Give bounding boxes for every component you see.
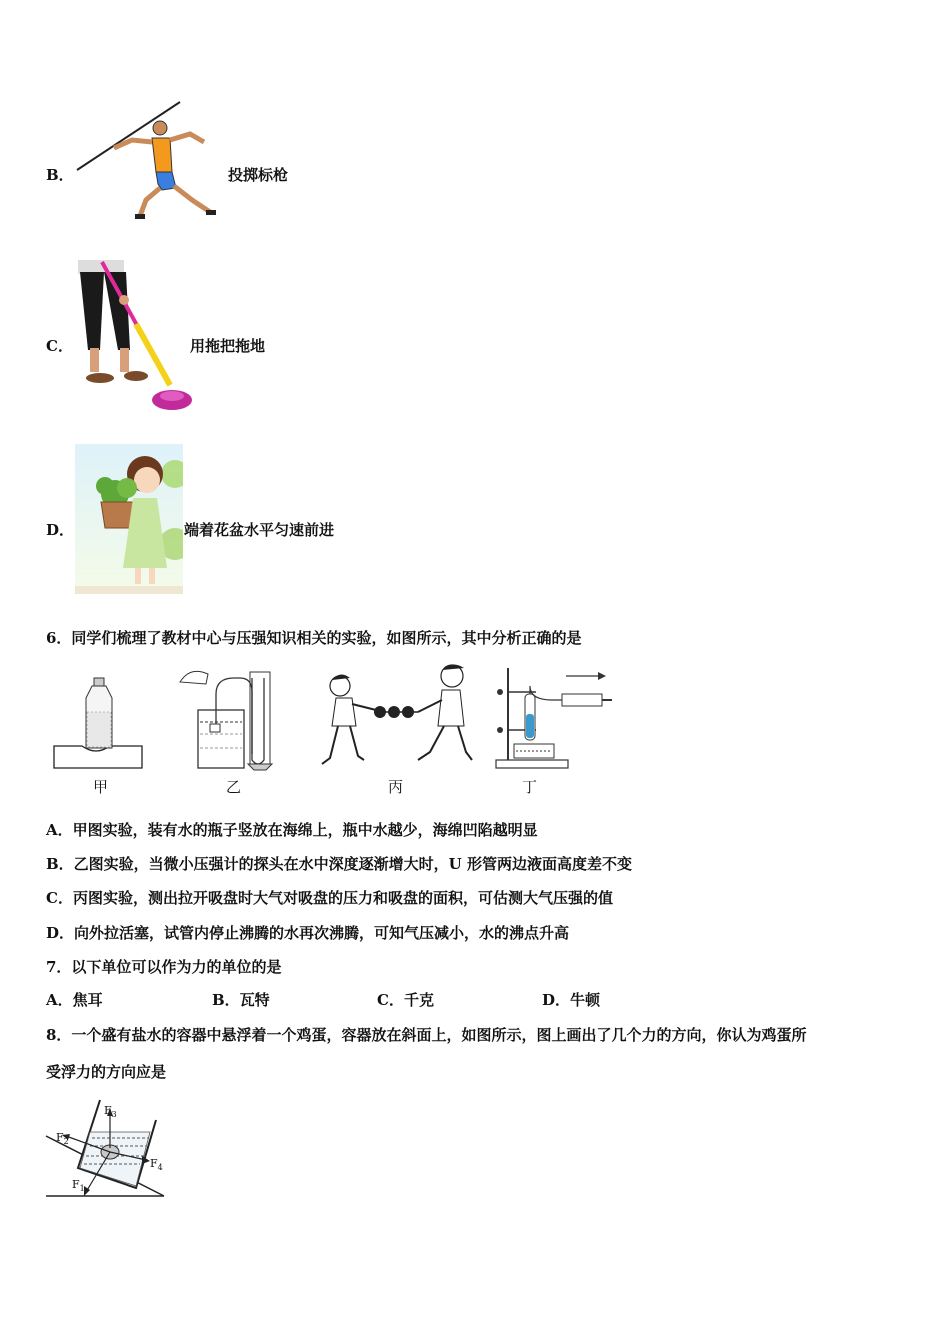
q6-option-c: C．丙图实验，测出拉开吸盘时大气对吸盘的压力和吸盘的面积，可估测大气压强的值 (46, 889, 613, 907)
q6-option-b: B．乙图实验，当微小压强计的探头在水中深度逐渐增大时，U 形管两边液面高度差不变 (46, 855, 632, 873)
q6-figure-ding (492, 664, 618, 772)
q6-option-a: A．甲图实验，装有水的瓶子竖放在海绵上，瓶中水越少，海绵凹陷越明显 (46, 821, 538, 839)
question-6-stem: 6．同学们梳理了教材中心与压强知识相关的实验，如图所示，其中分析正确的是 (46, 629, 582, 647)
option-b-letter: B． (46, 166, 74, 184)
option-d-letter: D． (46, 521, 75, 539)
question-7-stem: 7．以下单位可以作为力的单位的是 (46, 958, 282, 976)
q6-figure-jia (50, 664, 146, 772)
q7-option-d: D．牛顿 (542, 991, 601, 1009)
q7-option-c: C．千克 (377, 991, 434, 1009)
q6-figure-yi (160, 664, 275, 772)
q7-option-b: B．瓦特 (212, 991, 270, 1009)
girl-carrying-flowerpot-image (75, 444, 183, 594)
force-label-f1: $F_1$ (72, 1178, 85, 1194)
option-c-text: 用拖把拖地 (190, 337, 266, 355)
q7-option-a: A．焦耳 (46, 991, 103, 1009)
question-8-stem-line2: 受浮力的方向应是 (46, 1063, 167, 1081)
javelin-thrower-image (72, 100, 217, 225)
q6-option-d: D．向外拉活塞，试管内停止沸腾的水再次沸腾，可知气压减小，水的沸点升高 (46, 924, 570, 942)
q6-label-ding: 丁 (522, 778, 538, 796)
option-b-text: 投掷标枪 (228, 166, 289, 184)
q6-label-jia: 甲 (93, 778, 109, 796)
force-label-f2: $F_2$ (56, 1131, 69, 1147)
q6-label-bing: 丙 (388, 778, 404, 796)
question-8-stem-line1: 8．一个盛有盐水的容器中悬浮着一个鸡蛋，容器放在斜面上，如图所示，图上画出了几个力的方向，你认为鸡蛋所 (46, 1026, 807, 1044)
q6-label-yi: 乙 (226, 778, 242, 796)
option-d-text: 端着花盆水平匀速前进 (184, 521, 335, 539)
force-label-f4: $F_4$ (150, 1157, 163, 1173)
option-c-letter: C． (46, 337, 73, 355)
mopping-image (74, 260, 194, 415)
q6-figure-bing (318, 660, 473, 772)
force-label-f3: $F_3$ (104, 1104, 117, 1120)
